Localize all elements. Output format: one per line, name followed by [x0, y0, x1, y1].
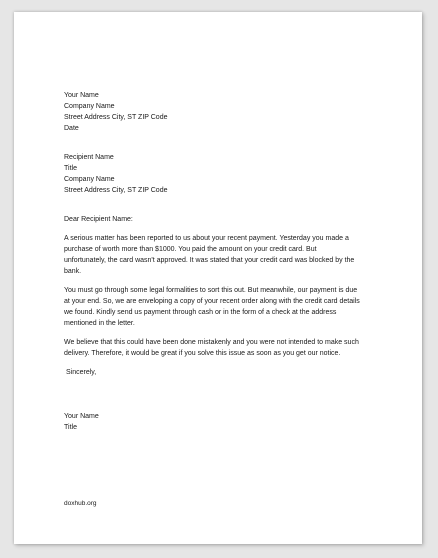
sender-company: Company Name	[64, 103, 115, 110]
paragraph-line: You must go through some legal formalities to sort this out. But meanwhile, our payment is due	[64, 287, 358, 294]
paragraph-line: unfortunately, the card wasn't approved. It was stated that your credit card was blocked by the	[64, 257, 355, 264]
salutation	[64, 214, 392, 225]
sender-name: Your Name	[64, 92, 99, 99]
paragraph-line: delivery. Therefore, it would be great if you solve this issue as soon as you get our notice.	[64, 350, 341, 357]
paragraph-1	[64, 233, 392, 277]
closing	[64, 367, 392, 378]
recipient-address: Street Address City, ST ZIP Code	[64, 187, 168, 194]
paragraph-line: bank.	[64, 268, 82, 275]
paragraph-line: at your end. So, we are enveloping a copy of your recent order along with the credit card details	[64, 298, 360, 305]
salutation-text: Dear Recipient Name:	[64, 216, 133, 223]
recipient-name: Recipient Name	[64, 154, 114, 161]
recipient-title: Title	[64, 165, 77, 172]
paragraph-line: A serious matter has been reported to us about your recent payment. Yesterday you made a	[64, 235, 349, 242]
closing-text: Sincerely,	[66, 369, 97, 376]
letter-body	[64, 90, 392, 433]
signature-name: Your Name	[64, 413, 99, 420]
footer-source: doxhub.org	[64, 500, 97, 507]
paragraph-line: mentioned in the letter.	[64, 320, 135, 327]
sender-block	[64, 90, 392, 134]
paragraph-2	[64, 285, 392, 329]
signature-title: Title	[64, 424, 77, 431]
sender-address: Street Address City, ST ZIP Code	[64, 114, 168, 121]
paragraph-line: purchase of worth more than $1000. You paid the amount on your credit card. But	[64, 246, 317, 253]
recipient-block	[64, 152, 392, 196]
paragraph-line: We believe that this could have been done mistakenly and you were not intended to make such	[64, 339, 359, 346]
paragraph-3	[64, 337, 392, 359]
recipient-company: Company Name	[64, 176, 115, 183]
signature-block	[64, 411, 392, 433]
paragraph-line: we found. Kindly send us payment through cash or in the form of a check at the address	[64, 309, 337, 316]
letter-page	[14, 12, 422, 544]
letter-date: Date	[64, 125, 79, 132]
